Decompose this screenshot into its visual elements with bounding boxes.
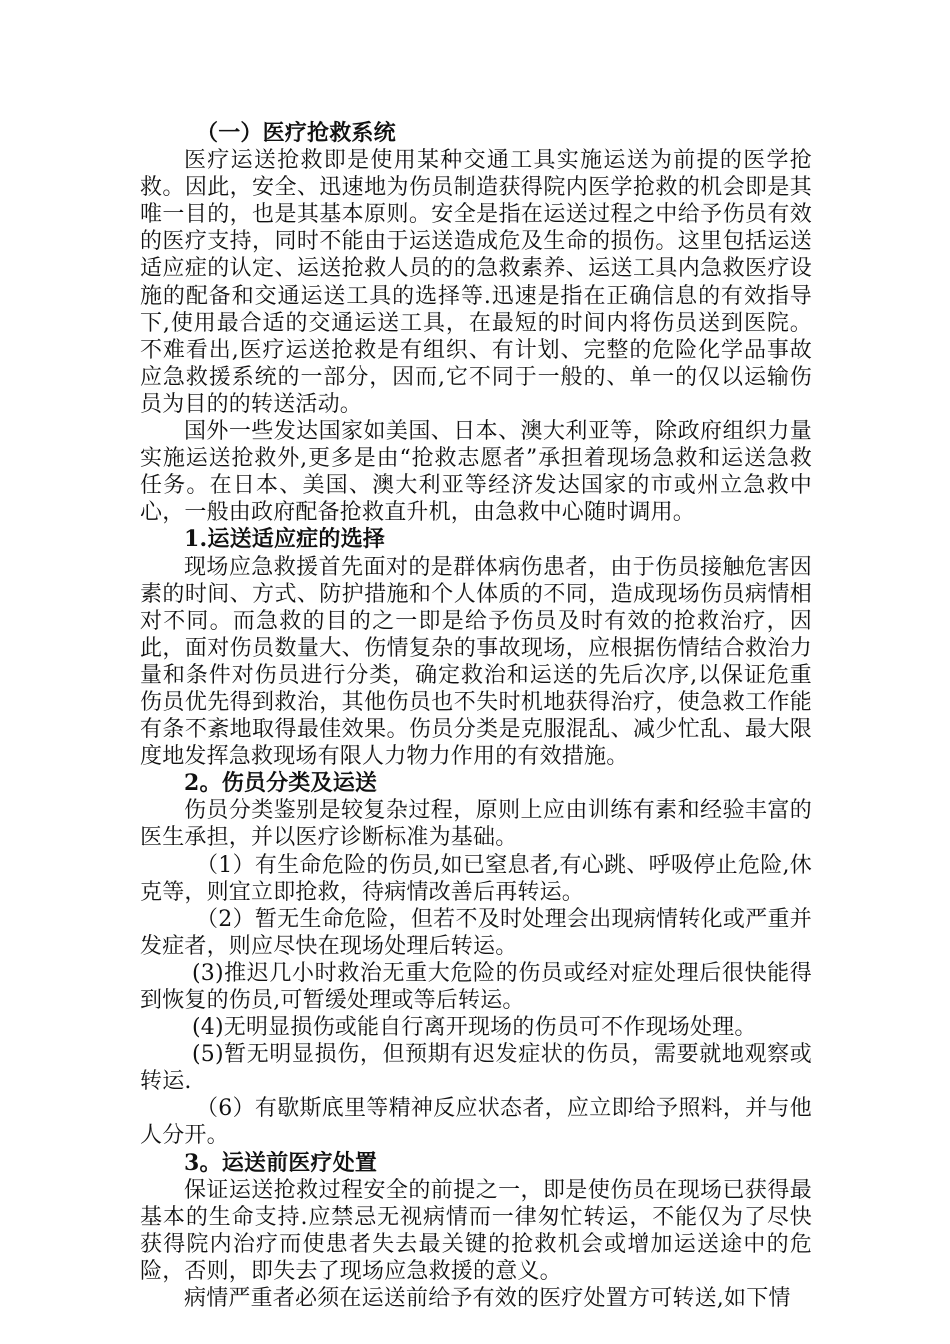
subheading-indications: 1.运送适应症的选择 bbox=[184, 526, 385, 553]
subheading-pre-transport: 3。运送前医疗处置 bbox=[184, 1149, 378, 1176]
section-title: （一）医疗抢救系统 bbox=[196, 120, 396, 146]
paragraph-severe-cases: 病情严重者必须在运送前给予有效的医疗处置方可转送,如下情 bbox=[184, 1286, 791, 1312]
paragraph-triage: 伤员分类鉴别是较复杂过程，原则上应由训练有素和经验丰富的医生承担，并以医疗诊断标准为基础。 bbox=[140, 798, 812, 851]
paragraph-medical-transport: 医疗运送抢救即是使用某种交通工具实施运送为前提的医学抢救。因此，安全、迅速地为伤员制造获得院内医学抢救的机会即是其唯一目的，也是其基本原则。安全是指在运送过程之中给予伤员有效的医疗支持，同时不能由于运送造成危及生命的损伤。这里包括运送适应症的认定、运送抢救人员的的急救素养、运送工具内急救医疗设施的配备和交通运送工具的选择等.迅速是指在正确信息的有效指导下,使用最合适的交通运送工具，在最短的时间内将伤员送到医院。不难看出,医疗运送抢救是有组织、有计划、完整的危险化学品事故应急救援系统的一部分，因而,它不同于一般的、单一的仅以运输伤员为目的的转送活动。 bbox=[140, 148, 812, 417]
list-item-5: (5)暂无明显损伤，但预期有迟发症状的伤员，需要就地观察或转运. bbox=[140, 1042, 812, 1095]
list-item-2: （2）暂无生命危险，但若不及时处理会出现病情转化或严重并发症者，则应尽快在现场处理后转运。 bbox=[140, 906, 812, 959]
paragraph-pre-transport: 保证运送抢救过程安全的前提之一，即是使伤员在现场已获得最基本的生命支持.应禁忌无视病情而一律匆忙转运，不能仅为了尽快获得院内治疗而使患者失去最关键的抢救机会或增加运送途中的危险，否则，即失去了现场应急救援的意义。 bbox=[140, 1177, 812, 1284]
paragraph-foreign-practice: 国外一些发达国家如美国、日本、澳大利亚等，除政府组织力量实施运送抢救外,更多是由“抢救志愿者”承担着现场急救和运送急救任务。在日本、美国、澳大利亚等经济发达国家的市或州立急救中心，一般由政府配备抢救直升机，由急救中心随时调用。 bbox=[140, 419, 812, 526]
list-item-6: （6）有歇斯底里等精神反应状态者，应立即给予照料，并与他人分开。 bbox=[140, 1096, 812, 1149]
list-item-3: (3)推迟几小时救治无重大危险的伤员或经对症处理后很快能得到恢复的伤员,可暂缓处理或等后转运。 bbox=[140, 960, 812, 1013]
list-item-1: （1）有生命危险的伤员,如已窒息者,有心跳、呼吸停止危险,休克等，则宜立即抢救，待病情改善后再转运。 bbox=[140, 852, 812, 905]
list-item-4: (4)无明显损伤或能自行离开现场的伤员可不作现场处理。 bbox=[192, 1015, 757, 1041]
paragraph-indications: 现场应急救援首先面对的是群体病伤患者，由于伤员接触危害因素的时间、方式、防护措施和个人体质的不同，造成现场伤员病情相对不同。而急救的目的之一即是给予伤员及时有效的抢救治疗，因此，面对伤员数量大、伤情复杂的事故现场，应根据伤情结合救治力量和条件对伤员进行分类，确定救治和运送的先后次序,以保证危重伤员优先得到救治，其他伤员也不失时机地获得治疗，使急救工作能有条不紊地取得最佳效果。伤员分类是克服混乱、减少忙乱、最大限度地发挥急救现场有限人力物力作用的有效措施。 bbox=[140, 554, 812, 770]
document-body bbox=[140, 120, 812, 1312]
subheading-triage: 2。伤员分类及运送 bbox=[184, 770, 378, 797]
